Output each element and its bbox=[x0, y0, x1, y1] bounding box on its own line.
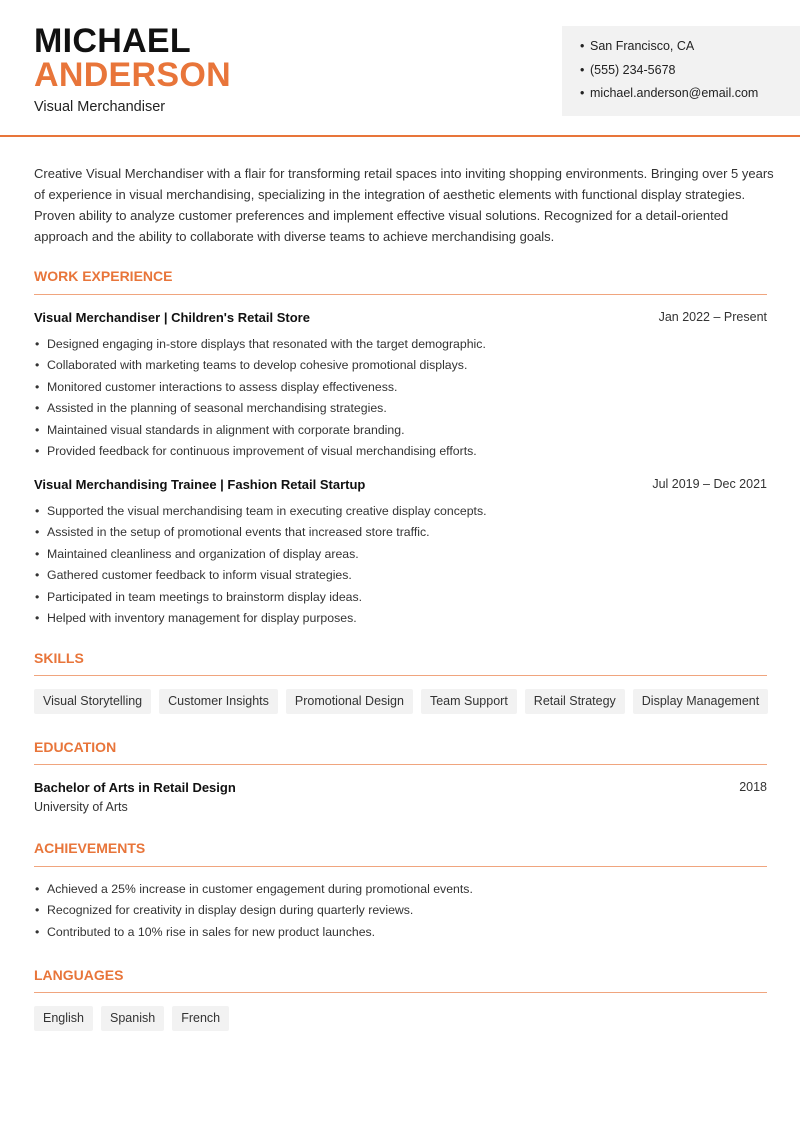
section-divider bbox=[34, 675, 767, 676]
section-title-languages: LANGUAGES bbox=[34, 967, 124, 983]
skill-chip: Team Support bbox=[421, 689, 517, 714]
list-item: • Supported the visual merchandising team in executing creative display concepts. bbox=[34, 502, 767, 523]
section-title-education: EDUCATION bbox=[34, 739, 117, 755]
section-title-skills: SKILLS bbox=[34, 650, 84, 666]
section-divider bbox=[34, 992, 767, 993]
job-dates: Jan 2022 – Present bbox=[658, 310, 767, 324]
list-item: • Recognized for creativity in display design during quarterly reviews. bbox=[34, 901, 767, 922]
list-item: • Helped with inventory management for display purposes. bbox=[34, 609, 767, 630]
last-name: ANDERSON bbox=[34, 56, 231, 94]
job-bullets bbox=[34, 502, 767, 630]
list-item: • Maintained visual standards in alignment with corporate branding. bbox=[34, 421, 767, 442]
contact-box bbox=[562, 26, 800, 116]
section-divider bbox=[34, 866, 767, 867]
list-item: • Designed engaging in-store displays that resonated with the target demographic. bbox=[34, 335, 767, 356]
contact-email[interactable]: • michael.anderson@email.com bbox=[580, 84, 800, 108]
contact-location: • San Francisco, CA bbox=[580, 37, 800, 61]
degree-name: Bachelor of Arts in Retail Design bbox=[34, 780, 236, 795]
languages-list bbox=[34, 1006, 229, 1031]
education-school: University of Arts bbox=[34, 800, 128, 814]
skills-list bbox=[34, 689, 768, 714]
job-header bbox=[34, 310, 767, 325]
skill-chip: Customer Insights bbox=[159, 689, 278, 714]
list-item: • Monitored customer interactions to assess display effectiveness. bbox=[34, 378, 767, 399]
skill-chip: Promotional Design bbox=[286, 689, 413, 714]
section-divider bbox=[34, 294, 767, 295]
job-role: Visual Merchandiser | Children's Retail Store bbox=[34, 310, 310, 325]
list-item: • Contributed to a 10% rise in sales for new product launches. bbox=[34, 923, 767, 944]
skill-chip: Display Management bbox=[633, 689, 768, 714]
job-bullets bbox=[34, 335, 767, 463]
section-title-work: WORK EXPERIENCE bbox=[34, 268, 173, 284]
job-title: Visual Merchandiser bbox=[34, 99, 166, 115]
education-degree bbox=[34, 780, 767, 795]
section-title-achievements: ACHIEVEMENTS bbox=[34, 840, 146, 856]
language-chip: English bbox=[34, 1006, 93, 1031]
list-item: • Gathered customer feedback to inform visual strategies. bbox=[34, 566, 767, 587]
resume-header bbox=[0, 0, 800, 137]
achievements-list bbox=[34, 880, 767, 944]
list-item: • Achieved a 25% increase in customer engagement during promotional events. bbox=[34, 880, 767, 901]
language-chip: Spanish bbox=[101, 1006, 164, 1031]
section-divider bbox=[34, 764, 767, 765]
job-role: Visual Merchandising Trainee | Fashion Retail Startup bbox=[34, 477, 366, 492]
summary: Creative Visual Merchandiser with a flair for transforming retail spaces into inviting shopping environments. Bringing over 5 years of experience in visual merchandising, specializing in the integration of aesthetic elements with functional display strategies. Proven ability to analyze customer preferences and implement effective visual solutions. Recognized for a detail-oriented approach and the ability to collaborate with diverse teams to achieve merchandising goals. bbox=[34, 166, 774, 244]
list-item: • Assisted in the setup of promotional events that increased store traffic. bbox=[34, 523, 767, 544]
contact-phone: • (555) 234-5678 bbox=[580, 61, 800, 85]
list-item: • Participated in team meetings to brainstorm display ideas. bbox=[34, 588, 767, 609]
list-item: • Assisted in the planning of seasonal merchandising strategies. bbox=[34, 399, 767, 420]
first-name: MICHAEL bbox=[34, 22, 191, 60]
list-item: • Collaborated with marketing teams to develop cohesive promotional displays. bbox=[34, 356, 767, 377]
skill-chip: Retail Strategy bbox=[525, 689, 625, 714]
education-year: 2018 bbox=[739, 780, 767, 794]
list-item: • Maintained cleanliness and organization of display areas. bbox=[34, 545, 767, 566]
job-dates: Jul 2019 – Dec 2021 bbox=[652, 477, 767, 491]
skill-chip: Visual Storytelling bbox=[34, 689, 151, 714]
job-header bbox=[34, 477, 767, 492]
language-chip: French bbox=[172, 1006, 229, 1031]
list-item: • Provided feedback for continuous improvement of visual merchandising efforts. bbox=[34, 442, 767, 463]
